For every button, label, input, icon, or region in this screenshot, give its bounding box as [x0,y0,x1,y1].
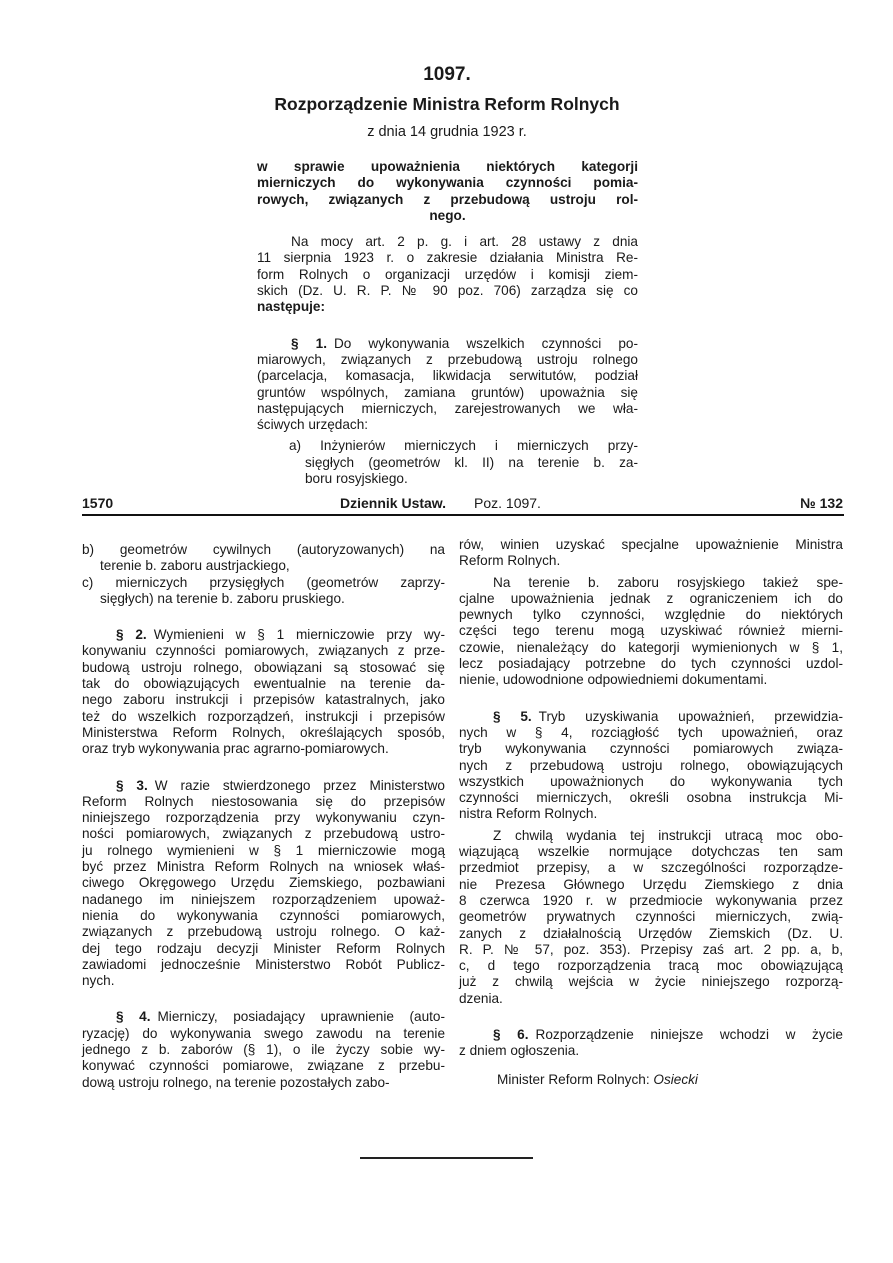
line-text: ściwych urzędach: [257,417,369,433]
text-line [257,208,638,224]
text-line [257,175,638,191]
text-line [459,709,843,725]
text-line [459,790,843,806]
line-text: nego. [429,207,466,223]
paragraph [459,709,843,823]
line-text: 8 czerwca 1920 r. w przedmiocie wykonywania przez [459,892,843,908]
text-line [257,368,638,384]
line-text: pewnych tylko czynności, względnie do niektórych [459,607,843,623]
issue-number: № 132 [800,495,843,511]
line-text: nienie, udowodnione odpowiedniemi dokumentami. [459,672,768,688]
text-line [459,741,843,757]
paragraph [459,575,843,689]
line-text: wiązującą wszelkie normujące dotychczas ten sam [459,844,843,860]
section-label: § 5. [493,708,532,724]
text-line [82,542,445,558]
line-text: mierniczych do wykonywania czynności pomia- [257,175,638,191]
line-text: sięgłych) na terenie b. zaboru pruskiego. [100,590,345,606]
text-line [459,1027,843,1043]
signature-name: Osiecki [653,1071,698,1087]
line-text: c, d tego rozporządzenia tracą moc obowiązującą [459,958,843,974]
line-text: nych w § 4, rozciągłość tych upoważnień, oraz [459,724,843,740]
text-line [459,575,843,591]
line-text: następuje: [257,299,325,315]
line-text: Rozporządzenie niniejsze wchodzi w życie [535,1027,843,1043]
line-text: budową ustroju rolnego, obowiązani są stosować się [82,659,445,675]
list-item [82,575,445,608]
line-text: rów, winien uzyskać specjalne upoważnienie Ministra [459,537,843,552]
list-item [82,542,445,575]
line-text: b) geometrów cywilnych (autoryzowanych) na [82,542,445,557]
line-text: przedmiot przepisy, a w szczególności rozporządze- [459,860,843,876]
line-text: a) Inżynierów mierniczych i mierniczych przy- [289,438,638,454]
line-text: Tryb uzyskiwania upoważnień, przewidzia- [538,708,843,724]
line-text: niniejszego rozporządzenia przy wykonywaniu czyn- [82,810,445,826]
line-text: nych. [82,973,115,989]
line-text: jednego z b. zaborów (§ 1), o ile życzy sobie wy- [82,1042,445,1058]
line-text: też do wszelkich rozporządzeń, instrukcji i przepisów [82,708,445,724]
text-line [459,1043,843,1059]
line-text: nistra Reform Rolnych. [459,806,598,822]
text-line [459,860,843,876]
text-line [82,941,445,957]
paragraph [257,299,638,315]
line-text: nego zaboru instrukcji i przepisów katastralnych, jako [82,692,445,708]
text-line [82,924,445,940]
line-text: konywaniu czynności pomiarowych, związanych z prze- [82,643,445,659]
text-line [82,1009,445,1025]
line-text: ności pomiarowych, związanych z przebudową ustro- [82,826,445,842]
line-text: W razie stwierdzonego przez Ministerstwo [154,777,445,793]
text-line [257,250,638,266]
text-line [459,607,843,623]
text-line [82,660,445,676]
text-line [82,1026,445,1042]
text-line [459,623,843,639]
list-item [257,438,638,487]
text-line [82,676,445,692]
right-column [459,537,843,1088]
text-line [82,810,445,826]
text-line [82,957,445,973]
text-line [459,725,843,741]
line-text: nie Prezesa Głównego Urzędu Ziemskiego z dnia [459,876,843,892]
text-line [82,794,445,810]
paragraph [82,778,445,990]
text-line [82,575,445,591]
line-text: Wymienieni w § 1 mierniczowie przy wy- [153,627,445,643]
text-line [459,828,843,844]
line-text: cjalne upoważnienia jednak z ograniczeniem ich do [459,590,843,606]
document-title: Rozporządzenie Ministra Reform Rolnych [274,94,620,114]
line-text: zawiadomi jednocześnie Ministerstwo Robót Publicz- [82,956,445,972]
page-number: 1570 [82,495,114,511]
text-line [459,893,843,909]
text-line [257,352,638,368]
text-line [82,558,445,574]
text-line [82,778,445,794]
text-line [82,859,445,875]
end-rule [360,1157,533,1159]
text-line [459,942,843,958]
line-text: Ministerstwa Reform Rolnych, określających sposób, [82,724,445,740]
left-column [82,537,445,1091]
line-text: ju rolnego wymienieni w § 1 mierniczowie mogą [82,842,445,858]
text-line [459,537,843,553]
text-line [257,336,638,352]
text-line [82,725,445,741]
text-line [459,640,843,656]
text-line [459,926,843,942]
signature-role: Minister Reform Rolnych: [497,1071,650,1087]
line-text: części tego terenu mogą uzyskiwać również mierni- [459,623,843,639]
line-text: boru rosyjskiego. [305,471,408,487]
paragraph [459,828,843,1007]
line-text: skich (Dz. U. R. P. № 90 poz. 706) zarządza się co [257,283,638,299]
line-text: wszystkich upoważnionych do wykonywania tych [459,773,843,789]
line-text: czowie, nienależący do kategorji wymienionych w § 1, [459,639,843,655]
line-text: gruntów wspólnych, zamiana gruntów) upoważnia się [257,384,638,400]
text-line [459,591,843,607]
line-text: miarowych, związanych z przebudową ustroju rolnego [257,351,638,367]
signature [459,1072,843,1088]
text-line [82,692,445,708]
line-text: dzenia. [459,990,503,1006]
text-line [459,844,843,860]
section-label: § 6. [493,1027,529,1043]
line-text: Do wykonywania wszelkich czynności po- [333,335,638,351]
text-line [257,283,638,299]
text-line [82,741,445,757]
line-text: geometrów prywatnych czynności mierniczych, zwią- [459,909,843,925]
text-line [257,401,638,417]
text-line [459,758,843,774]
line-text: tak do obowiązujących ewentualnie na terenie da- [82,676,445,692]
paragraph [257,336,638,434]
line-text: nadanego im niniejszem rozporządzeniem upoważ- [82,891,445,907]
document-date: z dnia 14 grudnia 1923 r. [367,124,527,140]
line-text: R. P. № 57, poz. 353). Przepisy zaś art. 2 pp. a, b, [459,941,843,957]
line-text: nienia do wykonywania czynności pomiarowych, [82,907,445,923]
text-line [257,417,638,433]
line-text: czynności mierniczych, określi osobna instrukcja Mi- [459,790,843,806]
text-line [82,643,445,659]
line-text: następujących mierniczych, zarejestrowanych we wła- [257,400,638,416]
line-text: c) mierniczych przysięgłych (geometrów zaprzy- [82,574,445,590]
line-text: form Rolnych o organizacji urzędów i komisji ziem- [257,266,638,282]
entry-number: 1097. [423,64,471,85]
line-text: być przez Ministra Reform Rolnych na wniosek właś- [82,859,445,875]
line-text: Mierniczy, posiadający uprawnienie (auto- [157,1009,445,1025]
line-text: w sprawie upoważnienia niektórych kategorji [257,159,638,174]
text-line [459,774,843,790]
position-number: Poz. 1097. [474,495,541,511]
text-line [459,877,843,893]
line-text: już z chwilą wejścia w życie niniejszego rozporzą- [459,974,843,990]
text-line [257,471,638,487]
line-text: 11 sierpnia 1923 r. o zakresie działania Ministra Re- [257,250,638,266]
text-line [257,385,638,401]
paragraph [82,627,445,757]
text-line [459,909,843,925]
line-text: z dniem ogłoszenia. [459,1043,580,1059]
line-text: terenie b. zaboru austrjackiego, [100,558,290,574]
text-line [82,826,445,842]
paragraph [459,537,843,570]
line-text: tryb wykonywania czynności pomiarowych związa- [459,741,843,757]
line-text: dej tego rodzaju decyzji Minister Reform Rolnych [82,940,445,956]
text-line [459,974,843,990]
line-text: oraz tryb wykonywania prac agrarno-pomiarowych. [82,741,389,757]
text-line [459,656,843,672]
text-line [459,806,843,822]
section-label: § 1. [291,335,327,351]
text-line [82,1075,445,1091]
line-text: nych z przebudową ustroju rolnego, obowiązujących [459,757,843,773]
text-line [82,843,445,859]
line-text: związanych z przebudową ustroju rolnego. O każ- [82,924,445,940]
line-text: lecz posiadający potrzebne do tych czynności uzdol- [459,656,843,672]
line-text: ryzację) do wykonywania swego zawodu na terenie [82,1025,445,1041]
text-line [82,973,445,989]
line-text: Na mocy art. 2 p. g. i art. 28 ustawy z dnia [291,234,638,250]
text-line [459,553,843,569]
line-text: Na terenie b. zaboru rosyjskiego takież spe- [493,574,843,590]
text-line [459,958,843,974]
running-header [82,495,843,515]
text-line [82,591,445,607]
text-line [257,455,638,471]
line-text: dową ustroju rolnego, na terenie pozostałych zabo- [82,1074,390,1090]
text-line [82,908,445,924]
paragraph [82,1009,445,1090]
line-text: konywać czynności pomiarowe, związane z przebu- [82,1058,445,1074]
line-text: Z chwilą wydania tej instrukcji utracą moc obo- [493,827,843,843]
text-line [82,892,445,908]
section-label: § 4. [116,1009,151,1025]
paragraph [257,234,638,299]
text-line [82,1042,445,1058]
top-section [257,154,638,487]
text-line [82,709,445,725]
line-text: sięgłych (geometrów kl. II) na terenie b. za- [305,454,638,470]
line-text: (parcelacja, komasacja, likwidacja serwitutów, podział [257,368,638,384]
text-line [82,875,445,891]
paragraph [257,159,638,224]
line-text: Reform Rolnych niestosowania się do przepisów [82,793,445,809]
line-text: ciwego Okręgowego Urzędu Ziemskiego, pozbawiani [82,875,445,891]
text-line [459,991,843,1007]
text-line [257,267,638,283]
text-line [257,159,638,175]
text-line [257,192,638,208]
text-line [82,627,445,643]
text-line [82,1058,445,1074]
line-text: zanych z działalnością Urzędów Ziemskich (Dz. U. [459,925,843,941]
text-line [257,438,638,454]
paragraph [459,1027,843,1060]
text-line [257,234,638,250]
text-line [459,672,843,688]
section-label: § 2. [116,627,147,643]
line-text: rowych, związanych z przebudową ustroju rol- [257,191,638,207]
text-line [257,299,638,315]
line-text: Reform Rolnych. [459,553,561,569]
header-rule [82,514,844,516]
journal-name: Dziennik Ustaw. [340,495,447,511]
section-label: § 3. [116,777,148,793]
